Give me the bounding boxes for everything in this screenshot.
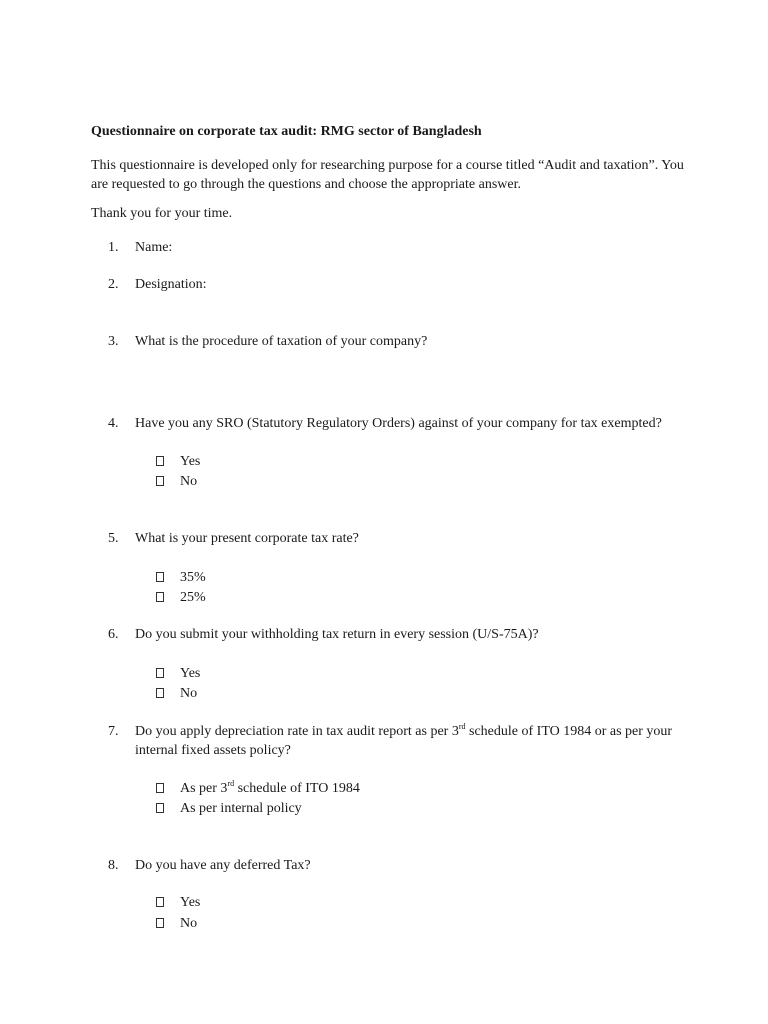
question-text: Have you any SRO (Statutory Regulatory Orders) against of your company for tax exempted? — [135, 416, 662, 431]
question-text: What is your present corporate tax rate? — [135, 531, 359, 546]
option-label: Yes — [180, 454, 201, 469]
question-number: 6. — [108, 627, 119, 642]
question-number: 1. — [108, 240, 119, 255]
document-title: Questionnaire on corporate tax audit: RMG sector of Bangladesh — [91, 124, 482, 139]
option-label: No — [180, 474, 198, 489]
thank-you-text: Thank you for your time. — [91, 206, 233, 221]
question-number: 3. — [108, 334, 119, 349]
option-label-part: As per 3 — [180, 781, 228, 796]
checkbox-icon[interactable] — [156, 592, 164, 602]
option-label: No — [180, 916, 198, 931]
option-label: 35% — [180, 570, 206, 585]
checkbox-icon[interactable] — [156, 476, 164, 486]
question-text-part: Do you apply depreciation rate in tax audit report as per 3 — [135, 724, 459, 739]
option-label: No — [180, 686, 198, 701]
superscript: rd — [458, 722, 466, 731]
checkbox-icon[interactable] — [156, 688, 164, 698]
question-number: 5. — [108, 531, 119, 546]
checkbox-icon[interactable] — [156, 783, 164, 793]
option-label: 25% — [180, 590, 206, 605]
option-label: As per internal policy — [180, 801, 302, 816]
option-label: Yes — [180, 895, 201, 910]
question-text: Do you have any deferred Tax? — [135, 858, 311, 873]
question-number: 4. — [108, 416, 119, 431]
question-number: 7. — [108, 724, 119, 739]
question-text — [135, 722, 672, 760]
checkbox-icon[interactable] — [156, 918, 164, 928]
option-label: Yes — [180, 666, 201, 681]
question-number: 8. — [108, 858, 119, 873]
question-text-part: schedule of ITO 1984 or as per your — [465, 724, 673, 739]
question-text: Do you submit your withholding tax return in every session (U/S-75A)? — [135, 627, 539, 642]
intro-paragraph — [91, 156, 691, 194]
checkbox-icon[interactable] — [156, 668, 164, 678]
question-number: 2. — [108, 277, 119, 292]
checkbox-icon[interactable] — [156, 803, 164, 813]
question-text-line: internal fixed assets policy? — [135, 743, 291, 758]
question-text: What is the procedure of taxation of your company? — [135, 334, 428, 349]
question-text: Name: — [135, 240, 173, 255]
superscript: rd — [227, 779, 235, 788]
option-label-part: schedule of ITO 1984 — [234, 781, 360, 796]
intro-line: This questionnaire is developed only for researching purpose for a course titled “Audit and taxation”. You — [91, 158, 684, 173]
intro-line: are requested to go through the questions and choose the appropriate answer. — [91, 177, 521, 192]
question-text: Designation: — [135, 277, 207, 292]
checkbox-icon[interactable] — [156, 456, 164, 466]
checkbox-icon[interactable] — [156, 572, 164, 582]
option-label — [180, 779, 360, 798]
checkbox-icon[interactable] — [156, 897, 164, 907]
